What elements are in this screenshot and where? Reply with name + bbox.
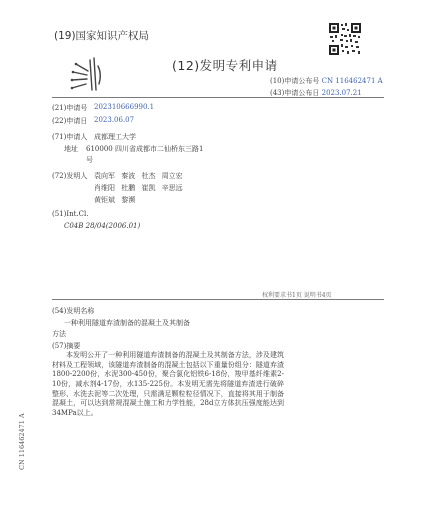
inventors-line-3: 黄钜斌 黎濒 — [94, 196, 136, 204]
cnipa-logo — [66, 54, 112, 94]
patent-office-name: (19)国家知识产权局 — [54, 30, 150, 42]
address-label: 地址 — [64, 145, 78, 153]
abstract-text: 本发明公开了一种利用隧道弃渣制备的混凝土及其制备方法，涉及建筑材料及工程领域，该隧道弃渣制备的混凝土包括以下重量份组分：隧道弃渣1800-2200份，水泥300-450份，聚合氯化铝铁6-18份，羧甲基纤维素2-10份，减水剂4-17份，水135-225份。本发明无需先将隧道弃渣进行破碎整形、水洗去泥等二次处理，只需满足颗粒粒径情况下，直接将其用于制备混凝土，可以达到常规混凝土施工和力学性能，28d立方体抗压强度能达到34MPa以上。 — [52, 351, 284, 417]
publication-date-label: (43)申请公布日 — [270, 89, 320, 97]
application-number-label: (21)申请号 — [52, 104, 88, 112]
invention-title-line-2: 方法 — [52, 330, 66, 338]
publication-number: CN 116462471 A — [321, 77, 383, 85]
int-cl-code: C04B 28/04(2006.01) — [64, 222, 141, 230]
publication-number-label: (10)申请公布号 — [270, 77, 320, 85]
address-line-1: 610000 四川省成都市二仙桥东三路1 — [86, 145, 204, 153]
header-divider — [52, 97, 384, 98]
invention-title-line-1: 一种利用隧道弃渣制备的混凝土及其制备 — [64, 319, 190, 327]
int-cl-label: (51)Int.Cl. — [52, 210, 89, 218]
publication-date: 2023.07.21 — [321, 89, 362, 97]
abstract-label: (57)摘要 — [52, 342, 81, 350]
inventors-line-1: 袁向军 秦波 杜杰 周立宏 — [94, 172, 183, 180]
invention-title-label: (54)发明名称 — [52, 307, 95, 315]
address-line-2: 号 — [86, 156, 93, 164]
filing-date-label: (22)申请日 — [52, 117, 88, 125]
side-publication-code: CN 116462471 A — [18, 413, 26, 470]
inventors-label: (72)发明人 — [52, 172, 88, 180]
inventors-line-2: 肖维阳 杜鹏 崔凯 辛思远 — [94, 184, 183, 192]
applicant: 成都理工大学 — [94, 133, 136, 141]
applicant-label: (71)申请人 — [52, 133, 88, 141]
filing-date: 2023.06.07 — [94, 116, 135, 124]
mid-divider — [52, 299, 384, 300]
publication-number-line — [270, 76, 383, 86]
document-kind: (12)发明专利申请 — [172, 58, 278, 73]
qr-code — [328, 22, 362, 56]
application-number: 202310666990.1 — [94, 103, 155, 111]
page-count-note: 权利要求书1页 说明书4页 — [262, 292, 332, 299]
